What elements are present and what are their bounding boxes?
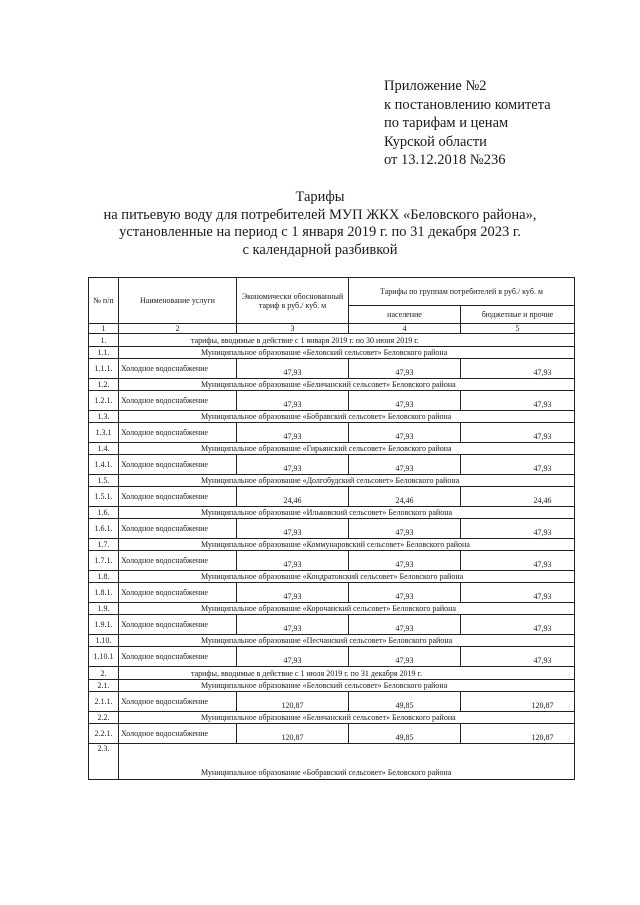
population-tariff: [349, 519, 461, 539]
table-row: [89, 487, 575, 507]
population-tariff: [349, 551, 461, 571]
table-row: [89, 519, 575, 539]
row-label-text: Муниципальное образование «Кондратовский сельсовет» Беловского района: [201, 572, 464, 581]
municipality-row: [89, 680, 575, 692]
budget-tariff: [461, 455, 575, 475]
economic-tariff: [237, 551, 349, 571]
budget-tariff-value: 47,93: [533, 592, 552, 601]
population-tariff-value: 47,93: [395, 592, 414, 601]
economic-tariff-value: 47,93: [283, 400, 302, 409]
title-line: Тарифы: [295, 189, 345, 205]
budget-tariff-value: 47,93: [533, 656, 552, 665]
row-number: 1.10.1: [89, 647, 119, 667]
row-number: 1.5.: [89, 475, 119, 487]
period-row: [89, 667, 575, 680]
population-tariff-value: 47,93: [395, 656, 414, 665]
population-tariff-value: 49,85: [395, 701, 414, 710]
header-economic: Экономически обоснованный тариф в руб./ куб. м: [237, 278, 349, 324]
population-tariff: [349, 487, 461, 507]
row-label: [119, 539, 575, 551]
budget-tariff: [461, 359, 575, 379]
row-number: 1.1.: [89, 347, 119, 359]
row-label-text: Муниципальное образование «Песчанский сельсовет» Беловского района: [201, 636, 453, 645]
row-number: 1.8.: [89, 571, 119, 583]
row-number: 2.2.1.: [89, 724, 119, 744]
population-tariff: [349, 359, 461, 379]
municipality-row: [89, 507, 575, 519]
table-row: [89, 647, 575, 667]
service-name: Холодное водоснабжение: [119, 724, 237, 744]
row-label-text: Муниципальное образование «Долгобудский сельсовет» Беловского района: [201, 476, 460, 485]
budget-tariff: [461, 692, 575, 712]
population-tariff: [349, 455, 461, 475]
population-tariff-value: 49,85: [395, 733, 414, 742]
row-number: 2.: [89, 667, 119, 680]
budget-tariff: [461, 487, 575, 507]
row-label-text: Муниципальное образование «Коммунаровский сельсовет» Беловского района: [201, 540, 470, 549]
appendix-line: от 13.12.2018 №236: [384, 152, 506, 168]
row-label: [119, 347, 575, 359]
row-number: 2.1.: [89, 680, 119, 692]
economic-tariff-value: 47,93: [283, 592, 302, 601]
row-label: [119, 571, 575, 583]
population-tariff: [349, 647, 461, 667]
budget-tariff: [461, 391, 575, 411]
service-name: Холодное водоснабжение: [119, 423, 237, 443]
header-service: Наименование услуги: [119, 278, 237, 324]
budget-tariff: [461, 583, 575, 603]
population-tariff-value: 47,93: [395, 528, 414, 537]
economic-tariff-value: 120,87: [281, 733, 304, 742]
row-label-text: Муниципальное образование «Беловский сельсовет» Беловского района: [201, 348, 448, 357]
economic-tariff: [237, 359, 349, 379]
table-row: [89, 724, 575, 744]
header-budget: бюджетные и прочие: [461, 306, 575, 324]
economic-tariff: [237, 455, 349, 475]
header-colnum: 1: [89, 324, 119, 334]
title-line: на питьевую воду для потребителей МУП ЖКХ «Беловского района»,: [103, 206, 537, 223]
row-number: 1.5.1.: [89, 487, 119, 507]
row-label: [119, 712, 575, 724]
table-row: [89, 615, 575, 635]
header-population: население: [349, 306, 461, 324]
row-label-text: Муниципальное образование «Беличанский сельсовет» Беловского района: [201, 380, 456, 389]
row-number: 1.3.: [89, 411, 119, 423]
appendix-header: [384, 77, 551, 170]
row-number: 2.1.1.: [89, 692, 119, 712]
row-number: 1.6.: [89, 507, 119, 519]
economic-tariff-value: 47,93: [283, 464, 302, 473]
row-number: 1.6.1.: [89, 519, 119, 539]
economic-tariff: [237, 391, 349, 411]
row-label-text: Муниципальное образование «Корочанский сельсовет» Беловского района: [201, 604, 456, 613]
period-row: [89, 334, 575, 347]
population-tariff-value: 47,93: [395, 400, 414, 409]
header-colnum: 3: [237, 324, 349, 334]
economic-tariff: [237, 647, 349, 667]
row-label-text: Муниципальное образование «Бобравский сельсовет» Беловского района: [201, 412, 452, 421]
budget-tariff-value: 47,93: [533, 464, 552, 473]
row-number: 1.4.1.: [89, 455, 119, 475]
municipality-row: [89, 411, 575, 423]
population-tariff-value: 47,93: [395, 624, 414, 633]
municipality-row: [89, 603, 575, 615]
population-tariff-value: 47,93: [395, 464, 414, 473]
population-tariff-value: 47,93: [395, 368, 414, 377]
economic-tariff: [237, 615, 349, 635]
title-line: установленные на период с 1 января 2019 г. по 31 декабря 2023 г.: [119, 224, 521, 240]
economic-tariff-value: 120,87: [281, 701, 304, 710]
municipality-row: [89, 347, 575, 359]
budget-tariff-value: 47,93: [533, 432, 552, 441]
economic-tariff: [237, 519, 349, 539]
title-line: с календарной разбивкой: [242, 241, 398, 258]
budget-tariff-value: 24,46: [533, 496, 552, 505]
population-tariff: [349, 692, 461, 712]
tariff-table: [88, 277, 575, 780]
header-groups: Тарифы по группам потребителей в руб./ куб. м: [349, 278, 575, 306]
service-name: Холодное водоснабжение: [119, 583, 237, 603]
population-tariff: [349, 615, 461, 635]
row-label: [119, 635, 575, 647]
population-tariff: [349, 724, 461, 744]
service-name: Холодное водоснабжение: [119, 519, 237, 539]
population-tariff: [349, 423, 461, 443]
service-name: Холодное водоснабжение: [119, 615, 237, 635]
header-colnum: 4: [349, 324, 461, 334]
row-number: 2.2.: [89, 712, 119, 724]
table-row: [89, 391, 575, 411]
row-number: 1.3.1: [89, 423, 119, 443]
row-number: 2.3.: [89, 744, 119, 780]
economic-tariff-value: 24,46: [283, 496, 302, 505]
row-number: 1.7.: [89, 539, 119, 551]
row-label-text: Муниципальное образование «Ильковский сельсовет» Беловского района: [201, 508, 453, 517]
table-row: [89, 359, 575, 379]
service-name: Холодное водоснабжение: [119, 551, 237, 571]
budget-tariff: [461, 551, 575, 571]
economic-tariff: [237, 692, 349, 712]
row-number: 1.: [89, 334, 119, 347]
table-row: [89, 551, 575, 571]
appendix-line: к постановлению комитета: [384, 96, 551, 113]
row-label-text: Муниципальное образование «Гирьянский сельсовет» Беловского района: [201, 444, 452, 453]
population-tariff-value: 47,93: [395, 560, 414, 569]
row-number: 1.9.: [89, 603, 119, 615]
economic-tariff-value: 47,93: [283, 432, 302, 441]
municipality-row: [89, 571, 575, 583]
economic-tariff-value: 47,93: [283, 656, 302, 665]
row-number: 1.7.1.: [89, 551, 119, 571]
row-label: [119, 680, 575, 692]
row-number: 1.2.: [89, 379, 119, 391]
budget-tariff: [461, 423, 575, 443]
population-tariff-value: 47,93: [395, 432, 414, 441]
table-row: [89, 583, 575, 603]
service-name: Холодное водоснабжение: [119, 487, 237, 507]
budget-tariff-value: 47,93: [533, 368, 552, 377]
municipality-row: [89, 744, 575, 780]
economic-tariff-value: 47,93: [283, 528, 302, 537]
row-label: [119, 475, 575, 487]
budget-tariff: [461, 519, 575, 539]
row-label: [119, 334, 575, 347]
row-number: 1.2.1.: [89, 391, 119, 411]
row-label-text: тарифы, вводимые в действие с 1 июля 2019 г. по 31 декабря 2019 г.: [191, 668, 422, 678]
appendix-line: по тарифам и ценам: [384, 115, 509, 131]
row-number: 1.9.1.: [89, 615, 119, 635]
municipality-row: [89, 712, 575, 724]
population-tariff-value: 24,46: [395, 496, 414, 505]
municipality-row: [89, 539, 575, 551]
service-name: Холодное водоснабжение: [119, 692, 237, 712]
economic-tariff: [237, 583, 349, 603]
appendix-line: Курской области: [384, 133, 487, 150]
economic-tariff: [237, 487, 349, 507]
budget-tariff-value: 47,93: [533, 400, 552, 409]
row-label-text: тарифы, вводимые в действие с 1 января 2019 г. по 30 июня 2019 г.: [191, 335, 419, 345]
municipality-row: [89, 475, 575, 487]
table-row: [89, 455, 575, 475]
municipality-row: [89, 379, 575, 391]
row-label: [119, 507, 575, 519]
row-label-text: Муниципальное образование «Беловский сельсовет» Беловского района: [201, 681, 448, 690]
economic-tariff-value: 47,93: [283, 624, 302, 633]
budget-tariff-value: 47,93: [533, 560, 552, 569]
table-row: [89, 692, 575, 712]
table-row: [89, 423, 575, 443]
service-name: Холодное водоснабжение: [119, 647, 237, 667]
budget-tariff: [461, 724, 575, 744]
budget-tariff-value: 47,93: [533, 528, 552, 537]
economic-tariff: [237, 724, 349, 744]
row-label: [119, 603, 575, 615]
row-number: 1.1.1.: [89, 359, 119, 379]
row-label-text: Муниципальное образование «Беличанский сельсовет» Беловского района: [201, 713, 456, 722]
budget-tariff-value: 120,87: [531, 733, 554, 742]
header-colnum: 5: [461, 324, 575, 334]
row-label: [119, 667, 575, 680]
economic-tariff: [237, 423, 349, 443]
economic-tariff-value: 47,93: [283, 368, 302, 377]
municipality-row: [89, 443, 575, 455]
row-label: [119, 443, 575, 455]
population-tariff: [349, 583, 461, 603]
document-title: [60, 189, 580, 259]
row-label: [119, 379, 575, 391]
row-number: 1.10.: [89, 635, 119, 647]
row-number: 1.4.: [89, 443, 119, 455]
header-colnum: 2: [119, 324, 237, 334]
row-number: 1.8.1.: [89, 583, 119, 603]
budget-tariff-value: 47,93: [533, 624, 552, 633]
budget-tariff: [461, 615, 575, 635]
service-name: Холодное водоснабжение: [119, 391, 237, 411]
service-name: Холодное водоснабжение: [119, 455, 237, 475]
population-tariff: [349, 391, 461, 411]
budget-tariff-value: 120,87: [531, 701, 554, 710]
row-label: [119, 744, 575, 780]
budget-tariff: [461, 647, 575, 667]
economic-tariff-value: 47,93: [283, 560, 302, 569]
header-num: № п/п: [89, 278, 119, 324]
service-name: Холодное водоснабжение: [119, 359, 237, 379]
row-label-text: Муниципальное образование «Бобравский сельсовет» Беловского района: [201, 768, 452, 777]
municipality-row: [89, 635, 575, 647]
row-label: [119, 411, 575, 423]
appendix-line: Приложение №2: [384, 78, 487, 94]
